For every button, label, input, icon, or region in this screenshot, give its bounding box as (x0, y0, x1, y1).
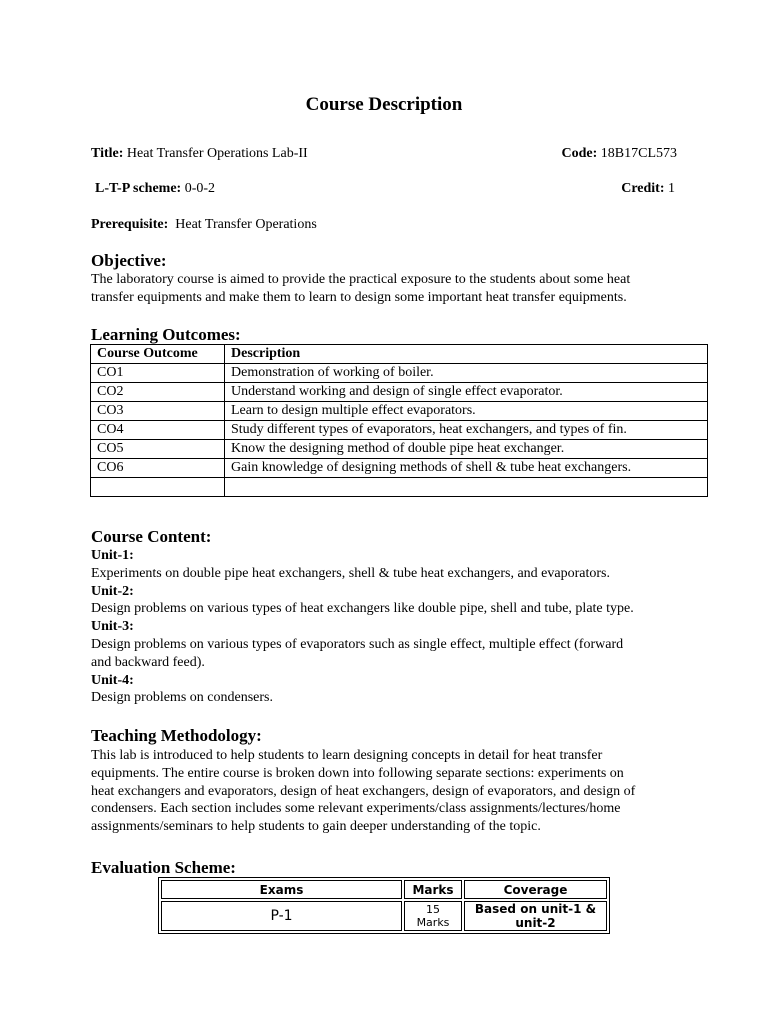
table-row (91, 383, 708, 402)
outcome-description: Know the designing method of double pipe heat exchanger. (225, 440, 708, 459)
teaching-line: equipments. The entire course is broken down into following separate sections: experiments on (91, 765, 624, 781)
course-code-label: Code: (561, 146, 598, 161)
unit-text: Design problems on various types of heat exchangers like double pipe, shell and tube, plate type. (91, 601, 634, 617)
objective-text (91, 271, 677, 307)
teaching-line: condensers. Each section includes some relevant experiments/class assignments/lectures/home (91, 801, 621, 817)
table-row (91, 364, 708, 383)
teaching-line: assignments/seminars to help students to gain deeper understanding of the topic. (91, 819, 541, 835)
prerequisite-value: Heat Transfer Operations (175, 217, 317, 232)
exam-marks: 15 Marks (404, 901, 462, 931)
table-header-row (161, 880, 607, 899)
exam-name: P-1 (161, 901, 402, 931)
course-title-value: Heat Transfer Operations Lab-II (126, 146, 308, 161)
table-row (91, 440, 708, 459)
credit-label: Credit: (621, 181, 665, 196)
table-row (91, 459, 708, 478)
column-header-description: Description (225, 345, 708, 364)
credit-value: 1 (668, 181, 675, 196)
table-header-row (91, 345, 708, 364)
unit-text: and backward feed). (91, 654, 205, 670)
outcome-description: Learn to design multiple effect evaporators. (225, 402, 708, 421)
course-content-body (91, 547, 677, 707)
outcome-code: CO5 (91, 440, 225, 459)
learning-outcomes-table (90, 344, 708, 497)
unit-label: Unit-2: (91, 583, 134, 599)
column-header-exams: Exams (161, 880, 402, 899)
prerequisite-row (91, 216, 317, 234)
outcome-code: CO2 (91, 383, 225, 402)
unit-label: Unit-1: (91, 548, 134, 563)
column-header-outcome: Course Outcome (91, 345, 225, 364)
course-code-row (561, 145, 677, 163)
unit-text: Design problems on condensers. (91, 690, 273, 706)
evaluation-heading: Evaluation Scheme: (91, 858, 236, 877)
outcome-code: CO3 (91, 402, 225, 421)
unit-label: Unit-4: (91, 672, 134, 688)
unit-label: Unit-3: (91, 619, 134, 635)
table-row-empty (91, 478, 708, 497)
ltp-label: L-T-P scheme: (95, 181, 182, 196)
credit-row (621, 180, 675, 198)
course-title-row (91, 145, 308, 163)
outcome-description: Study different types of evaporators, heat exchangers, and types of fin. (225, 421, 708, 440)
unit-text: Experiments on double pipe heat exchangers, shell & tube heat exchangers, and evaporators. (91, 565, 610, 581)
outcome-description: Demonstration of working of boiler. (225, 364, 708, 383)
objective-line: transfer equipments and make them to learn to design some important heat transfer equipments. (91, 289, 627, 305)
evaluation-table (158, 877, 610, 934)
course-content-heading: Course Content: (91, 527, 212, 546)
course-code-value: 18B17CL573 (600, 146, 677, 161)
ltp-row (95, 180, 215, 198)
teaching-text (91, 747, 677, 836)
course-title-label: Title: (91, 146, 124, 161)
outcome-description (225, 478, 708, 497)
outcome-code: CO4 (91, 421, 225, 440)
table-row (161, 901, 607, 931)
objective-line: The laboratory course is aimed to provide the practical exposure to the students about some heat (91, 272, 631, 287)
teaching-line: heat exchangers and evaporators, design of heat exchangers, design of evaporators, and design of (91, 783, 636, 799)
exam-coverage: Based on unit-1 & unit-2 (464, 901, 607, 931)
column-header-marks: Marks (404, 880, 462, 899)
outcome-code: CO1 (91, 364, 225, 383)
prerequisite-label: Prerequisite: (91, 217, 169, 232)
ltp-value: 0-0-2 (184, 181, 216, 196)
learning-outcomes-heading: Learning Outcomes: (91, 325, 241, 344)
teaching-heading: Teaching Methodology: (91, 726, 262, 745)
objective-heading: Objective: (91, 251, 167, 270)
page-title: Course Description (305, 94, 463, 115)
teaching-line: This lab is introduced to help students to learn designing concepts in detail for heat transfer (91, 748, 603, 763)
table-row (91, 421, 708, 440)
unit-text: Design problems on various types of evaporators such as single effect, multiple effect (forward (91, 636, 624, 652)
table-row (91, 402, 708, 421)
column-header-coverage: Coverage (464, 880, 607, 899)
outcome-description: Gain knowledge of designing methods of shell & tube heat exchangers. (225, 459, 708, 478)
outcome-description: Understand working and design of single effect evaporator. (225, 383, 708, 402)
outcome-code: CO6 (91, 459, 225, 478)
outcome-code (91, 478, 225, 497)
